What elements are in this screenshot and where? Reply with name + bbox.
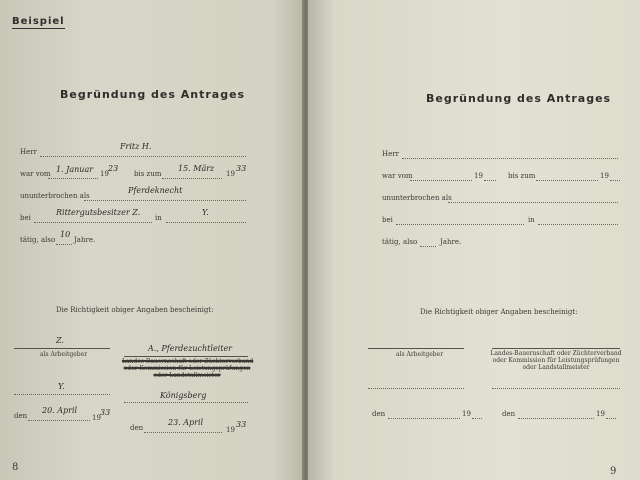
left-place-employer: Y. (58, 382, 65, 391)
left-jahre-line (56, 244, 72, 245)
left-bis-zum-label: bis zum (134, 170, 162, 178)
right-title: Begründung des Antrages (426, 92, 612, 105)
left-den-label-2: den (130, 424, 144, 432)
right-arbeitgeber-label: als Arbeitgeber (396, 351, 444, 358)
left-bei-value: Rittergutsbesitzer Z. (56, 208, 141, 217)
left-den-label-1: den (14, 412, 28, 420)
right-den-label-2: den (502, 410, 516, 418)
left-employer-line (14, 348, 110, 349)
left-herr-label: Herr (20, 148, 37, 156)
left-in-label: in (155, 214, 162, 222)
right-jahre-line (420, 246, 436, 247)
right-war-vom-label: war vom (382, 172, 413, 180)
right-bis-zum-label: bis zum (508, 172, 536, 180)
left-verband-line-2: oder Kommission für Leistungsprüfungen (123, 365, 251, 372)
right-to-year-prefix: 19 (600, 172, 609, 180)
left-date-line-1 (28, 420, 90, 421)
right-date-2-year-line (606, 418, 616, 419)
left-title: Begründung des Antrages (60, 88, 246, 101)
left-from-value: 1. Januar (56, 165, 94, 174)
left-als-line (84, 200, 246, 201)
right-place-verband-line (492, 388, 620, 389)
right-den-label-1: den (372, 410, 386, 418)
beispiel-heading: Beispiel (12, 16, 65, 27)
right-verband-line-3: oder Landstallmeister (522, 364, 590, 371)
left-taetig-label: tätig, also (20, 236, 56, 244)
right-herr-label: Herr (382, 150, 399, 158)
right-bei-label: bei (382, 216, 393, 224)
right-date-2-prefix: 19 (596, 410, 605, 418)
left-from-year: 23 (108, 164, 119, 173)
right-richtigkeit: Die Richtigkeit obiger Angaben bescheinigt: (420, 308, 578, 316)
left-to-value: 15. März (178, 164, 215, 173)
left-from-line (48, 178, 98, 179)
right-als-line (448, 202, 618, 203)
left-verband-line-1: Landes-Bauernschaft oder Züchterverband (122, 358, 254, 365)
left-date-1-prefix: 19 (92, 414, 101, 422)
left-from-year-prefix: 19 (100, 170, 109, 178)
right-date-line-2 (518, 418, 594, 419)
right-verband-line-1: Landes-Bauernschaft oder Züchterverband (490, 350, 622, 357)
left-to-year: 33 (236, 164, 247, 173)
right-page (308, 0, 640, 480)
right-verband-line-2: oder Kommission für Leistungsprüfungen (492, 357, 620, 364)
left-bei-line (34, 222, 152, 223)
right-date-1-year-line (472, 418, 482, 419)
right-from-line (410, 180, 472, 181)
left-arbeitgeber-label: als Arbeitgeber (40, 351, 88, 358)
right-jahre-label: Jahre. (440, 238, 462, 246)
left-signer-verband: A., Pferdezuchtleiter (148, 344, 233, 353)
left-page-number: 8 (12, 462, 19, 473)
right-ununterbrochen-label: ununterbrochen als (382, 194, 452, 202)
left-date-2-year: 33 (236, 420, 247, 429)
left-place-employer-line (14, 394, 110, 395)
right-to-year-line (610, 180, 620, 181)
left-verband-line (124, 356, 248, 357)
right-place-employer-line (368, 388, 464, 389)
left-date-2-prefix: 19 (226, 426, 235, 434)
left-date-1: 20. April (42, 406, 78, 415)
left-bei-label: bei (20, 214, 31, 222)
right-bei-line (396, 224, 524, 225)
right-in-line (538, 224, 618, 225)
right-from-year-prefix: 19 (474, 172, 483, 180)
left-signer-employer: Z. (56, 336, 64, 345)
left-jahre-label: Jahre. (74, 236, 96, 244)
left-ununterbrochen-label: ununterbrochen als (20, 192, 90, 200)
right-employer-line (368, 348, 464, 349)
left-war-vom-label: war vom (20, 170, 51, 178)
left-verband-line-3: oder Landstallmeister (153, 372, 221, 379)
right-from-year-line (484, 180, 496, 181)
right-herr-line (402, 158, 618, 159)
left-to-line (162, 178, 222, 179)
left-in-line (166, 222, 246, 223)
right-taetig-label: tätig, also (382, 238, 418, 246)
right-date-1-prefix: 19 (462, 410, 471, 418)
left-herr-line (40, 156, 246, 157)
right-in-label: in (528, 216, 535, 224)
left-herr-value: Fritz H. (120, 142, 152, 151)
left-jahre-value: 10 (60, 230, 71, 239)
left-page (0, 0, 304, 480)
left-date-2: 23. April (168, 418, 204, 427)
left-richtigkeit: Die Richtigkeit obiger Angaben bescheinigt: (56, 306, 214, 314)
left-date-line-2 (144, 432, 222, 433)
left-in-value: Y. (202, 208, 209, 217)
right-page-number: 9 (610, 466, 617, 477)
right-verband-line (492, 348, 620, 349)
left-als-value: Pferdeknecht (128, 186, 183, 195)
right-to-line (536, 180, 598, 181)
left-date-1-year: 33 (100, 408, 111, 417)
left-to-year-prefix: 19 (226, 170, 235, 178)
left-place-verband: Königsberg (160, 391, 207, 400)
left-place-verband-line (124, 402, 248, 403)
right-date-line-1 (388, 418, 460, 419)
